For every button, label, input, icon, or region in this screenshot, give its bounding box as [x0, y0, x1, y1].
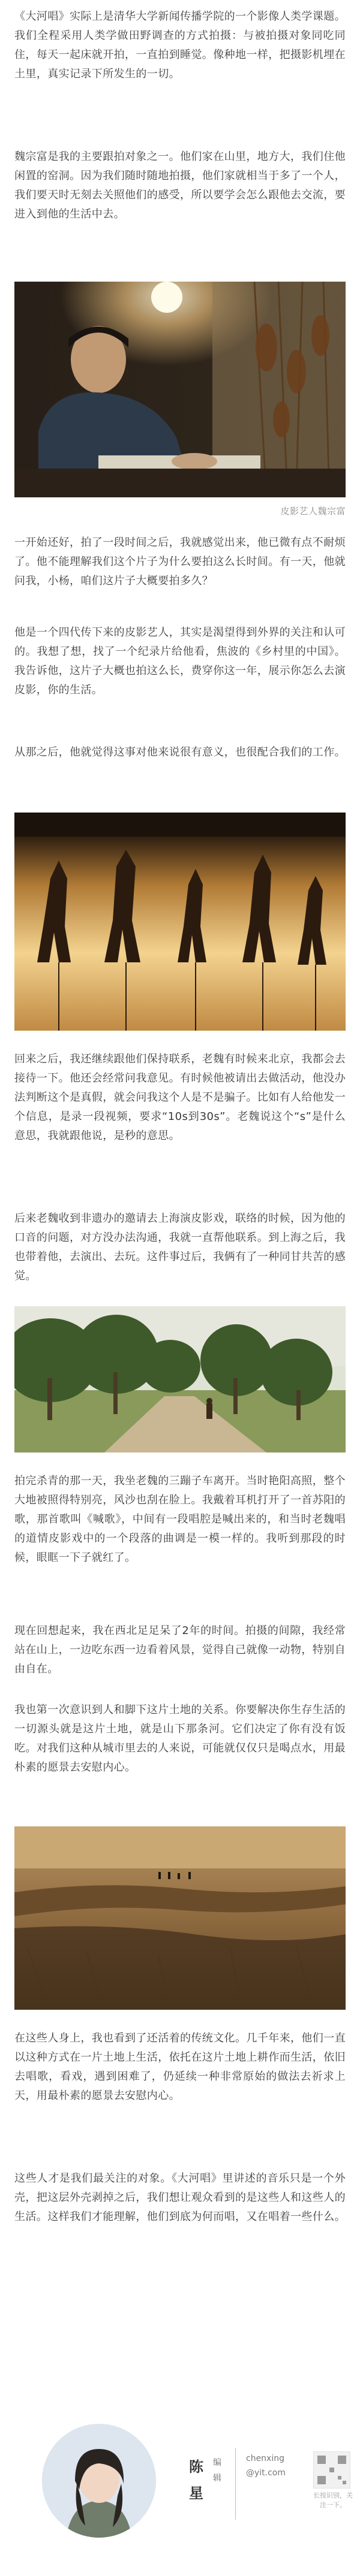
- loess-canyon-image: [14, 1826, 346, 2010]
- author-name: [187, 2454, 205, 2506]
- paragraph-northwest: 现在回想起来，我在西北足足呆了2年的时间。拍摄的间隙，我经常站在山上，一边吃东西一边看着风景，觉得自己就像一动物，特别自由自在。: [14, 1624, 346, 1675]
- author-role-first: 编: [213, 2458, 221, 2468]
- photo-shadow-play: [14, 813, 346, 1031]
- qr-code-icon[interactable]: [313, 2451, 350, 2489]
- footer-divider: [235, 2448, 236, 2520]
- paragraph-intro: 《大河唱》实际上是清华大学新闻传播学院的一个影像人类学课题。我们全程采用人类学做田野调查的方式拍摄：与被拍摄对象同吃同住，每天一起床就开拍，一直拍到睡觉。像种地一样，把摄影机埋在土里，真实记录下所发生的一切。: [14, 10, 346, 80]
- village-road-image: [14, 1306, 346, 1452]
- paragraph-tradition: 在这些人身上，我也看到了还活着的传统文化。几千年来，他们一直以这种方式在一片土地上生活，依托在这片土地上耕作而生活，依旧去唱歌，看戏，遇到困难了，仍延续一种非常原始的做法去祈求上天，用最朴素的愿景去安慰内心。: [14, 2032, 346, 2102]
- author-card: [0, 2424, 360, 2576]
- paragraph-closing: 这些人才是我们最关注的对象。《大河唱》里讲述的音乐只是一个外壳，把这层外壳剥掉之后，我们想让观众看到的是这些人和这些人的生活。这样我们才能理解，他们到底为何而唱，又在唱着一些什么。: [14, 2172, 346, 2223]
- author-handle: chenxing @yit.com: [246, 2454, 286, 2478]
- paragraph-cooperation: 从那之后，他就觉得这事对他来说很有意义，也很配合我们的工作。: [14, 746, 346, 759]
- shadow-play-image: [14, 813, 346, 1031]
- puppet-artist-image: [14, 282, 346, 497]
- author-avatar: [42, 2424, 156, 2538]
- author-portrait: [42, 2424, 156, 2538]
- photo-village-road: [14, 1306, 346, 1452]
- author-role: [211, 2455, 223, 2486]
- paragraph-main-subject: 魏宗富是我的主要跟拍对象之一。他们家在山里，地方大，我们住他闲置的窑洞。因为我们随时随地拍摄，他们家就相当于多了一个人，我们要天时无刻去关照他们的感受，所以要学会怎么跟他去交流，要进入到他的生活中去。: [14, 150, 346, 221]
- author-name-second: 星: [189, 2485, 203, 2502]
- paragraph-four-generations: 他是一个四代传下来的皮影艺人，其实是渴望得到外界的关注和认可的。我想了想，找了一个纪录片给他看，焦波的《乡村里的中国》。我告诉他，这片子大概也拍这么长，费穿你这一年，展示你怎么去演皮影，你的生活。: [14, 626, 346, 696]
- qr-hint: 长按识别，关注一下。: [313, 2492, 353, 2509]
- paragraph-wrap-day: 拍完杀青的那一天，我坐老魏的三蹦子车离开。当时艳阳高照，整个大地被照得特别亮，风沙也刮在脸上。我戴着耳机打开了一首苏阳的歌，那首歌叫《喊歌》，中间有一段唱腔是喊出来的，和当时老魏唱的道情皮影戏中的一个段落的曲调是一模一样的。我听到那段的时候，眼眶一下子就红了。: [14, 1475, 346, 1564]
- photo-puppet-artist: [14, 282, 346, 497]
- paragraph-land-relation: 我也第一次意识到人和脚下这片土地的关系。你要解决你生存生活的一切源头就是这片土地，就是山下那条河。它们决定了你有没有饭吃。对我们这种从城市里去的人来说，可能就仅仅只是喝点水，用最朴素的愿景去安慰内心。: [14, 1704, 346, 1774]
- paragraph-shanghai: 后来老魏收到非遗办的邀请去上海演皮影戏，联络的时候，因为他的口音的问题，对方没办法沟通，我就一直帮他联系。到上海之后，我也带着他，去演出、去玩。这件事过后，我俩有了一种同甘共苦的感觉。: [14, 1212, 346, 1282]
- paragraph-keeping-contact: 回来之后，我还继续跟他们保持联系，老魏有时候来北京，我都会去接待一下。他还会经常问我意见。有时候他被请出去做活动，他没办法判断这个是真假，就会问我这个人是不是骗子。比如有人给他发一个信息，是录一段视频，要求“10s到30s”。老魏说这个“s”是什么意思，我就跟他说，是秒的意思。: [14, 1053, 346, 1142]
- photo-loess-canyon: [14, 1826, 346, 2010]
- paragraph-impatience: 一开始还好，拍了一段时间之后，我就感觉出来，他已微有点不耐烦了。他不能理解我们这个片子为什么要拍这么长时间。有一天，他就问我，小杨，咱们这片子大概要拍多久？: [14, 536, 346, 587]
- author-role-second: 辑: [213, 2474, 221, 2483]
- author-name-first: 陈: [189, 2459, 203, 2475]
- photo-caption: 皮影艺人魏宗富: [280, 506, 346, 517]
